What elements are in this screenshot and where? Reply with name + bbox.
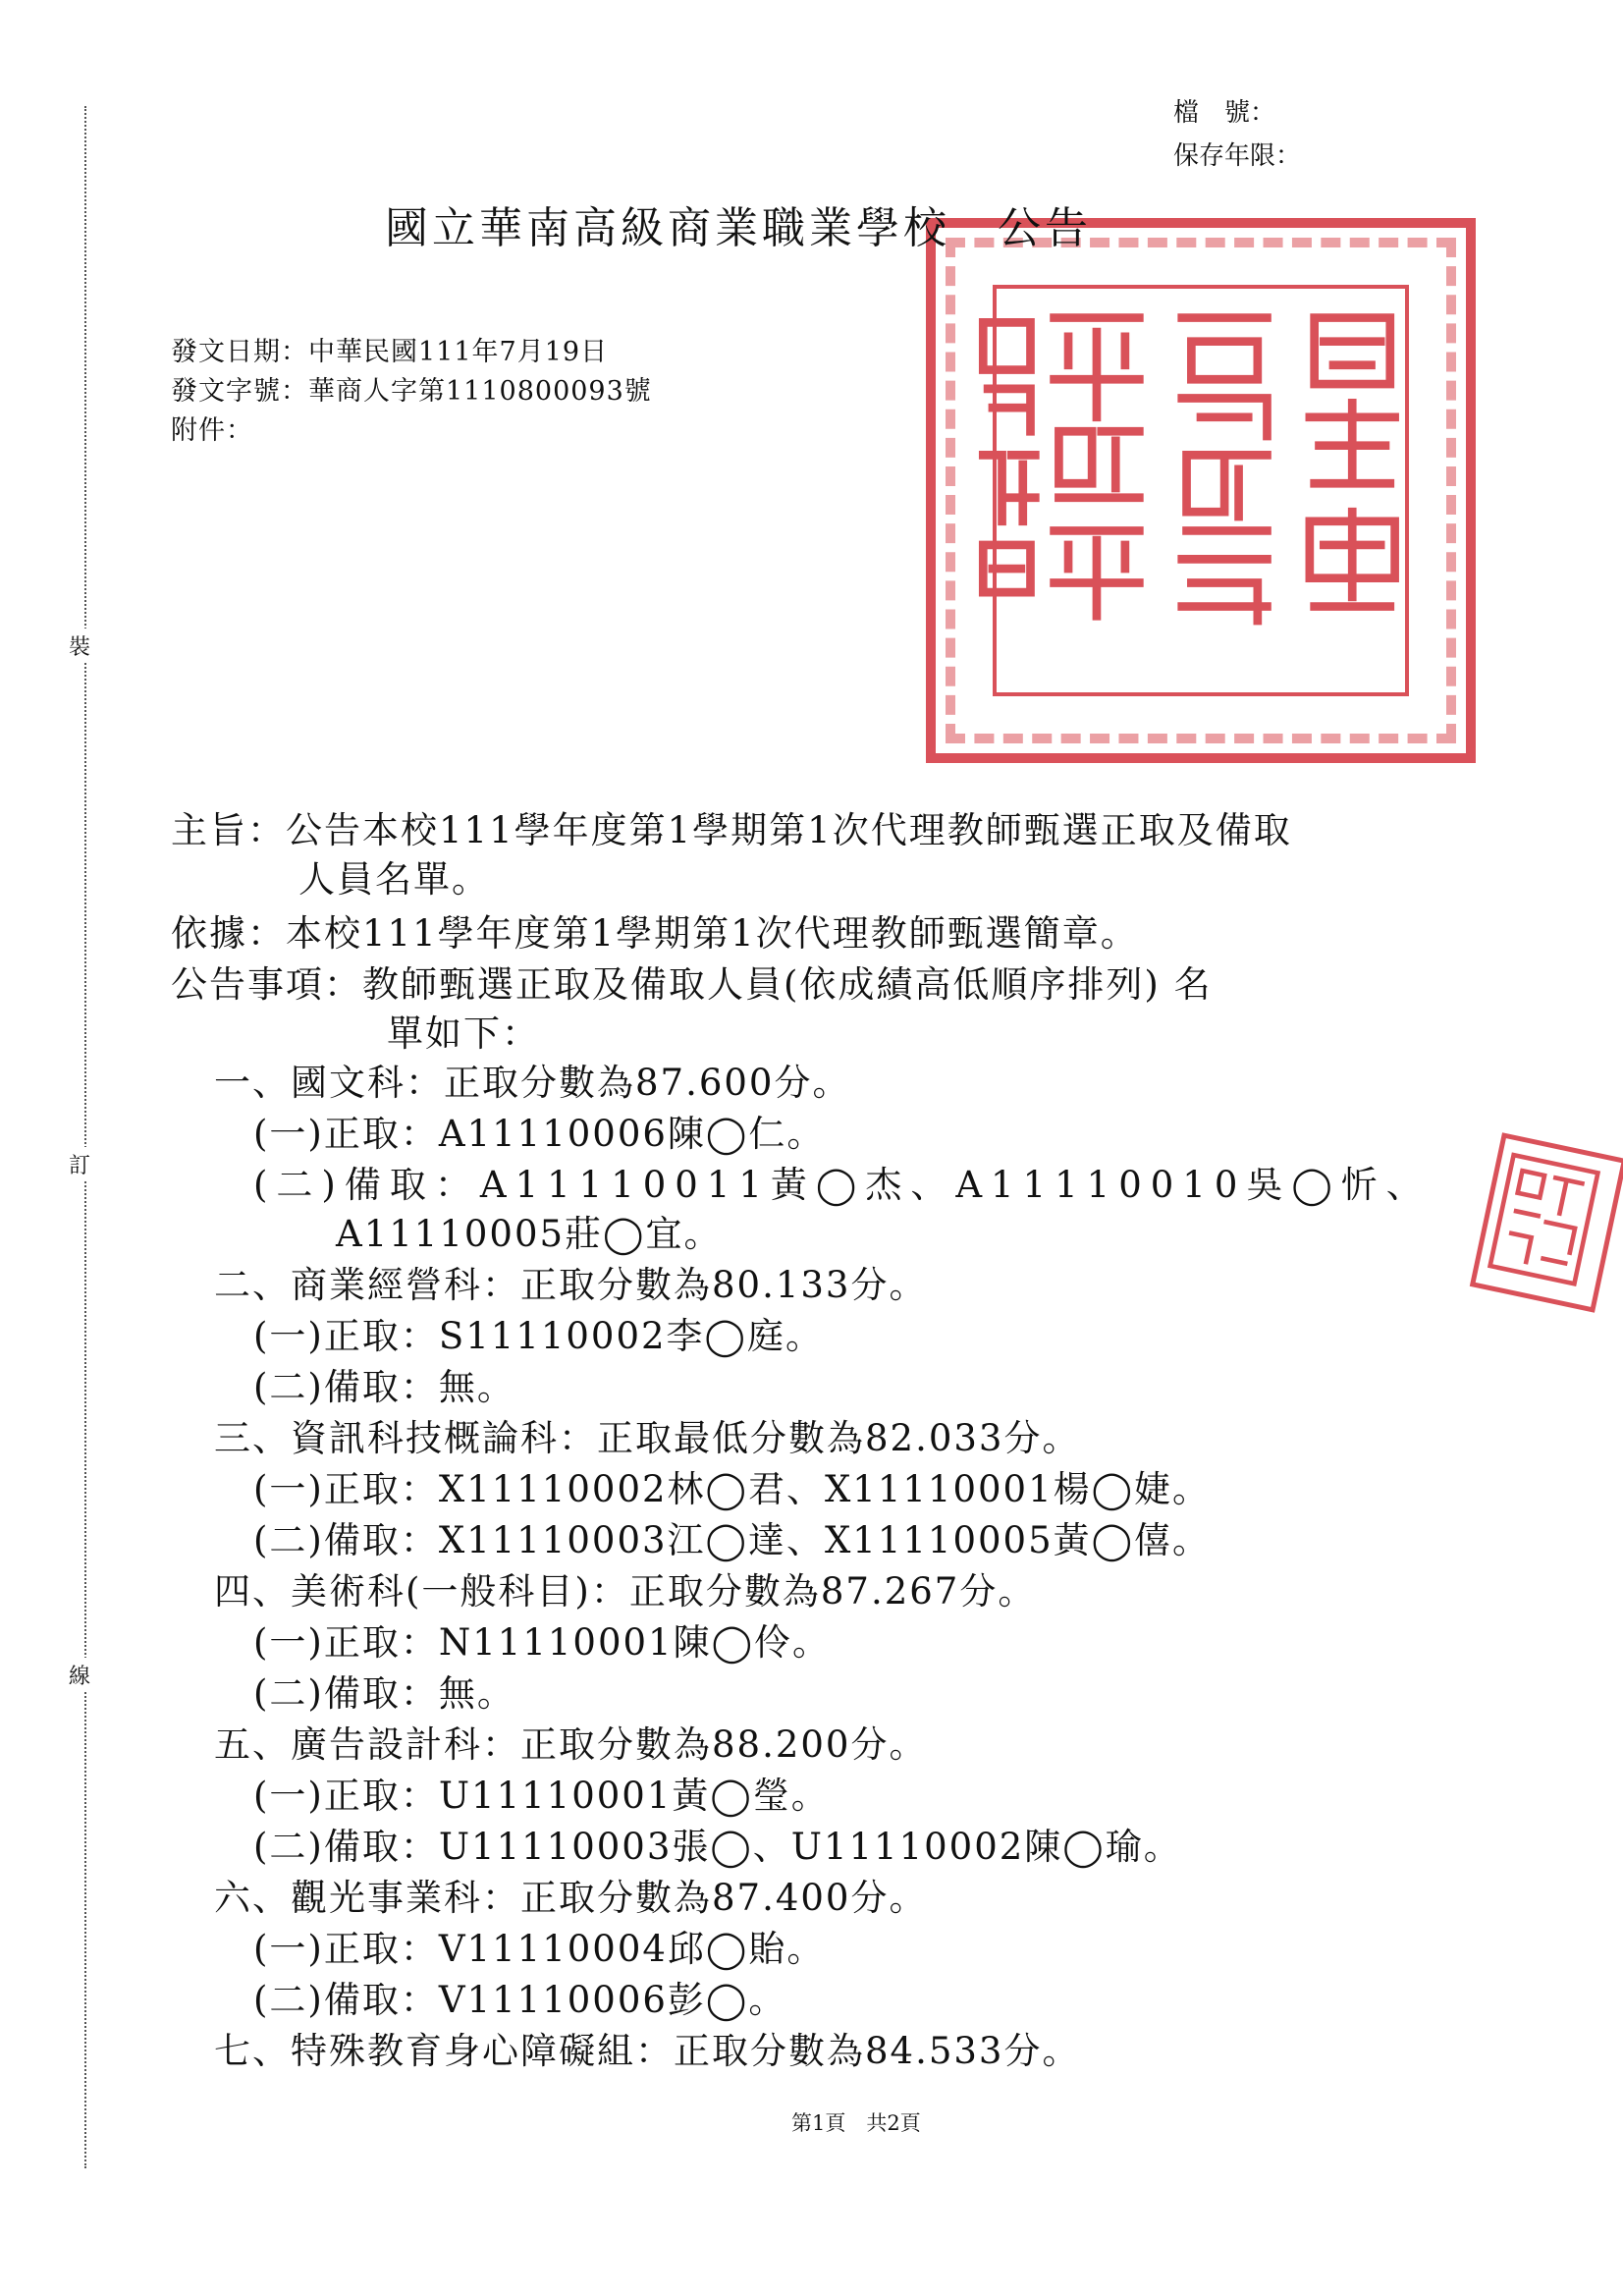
perforation-seal-glyphs: [1476, 1138, 1622, 1307]
notice-line-1: 公告事項：教師甄選正取及備取人員(依成績高低順序排列) 名: [171, 963, 1213, 1006]
binding-mark-ding: 訂: [69, 1147, 90, 1181]
item-heading: 五、廣告設計科：正取分數為88.200分。: [214, 1723, 928, 1766]
page-number: 第1頁 共2頁: [791, 2111, 921, 2135]
item-line: (二)備取：無。: [253, 1672, 515, 1715]
notice-line-2: 單如下：: [387, 1012, 540, 1055]
item-line: (二)備取：無。: [253, 1366, 515, 1408]
page-title: 國立華南高級商業職業學校 公告: [385, 203, 1092, 253]
retention-label: 保存年限：: [1173, 141, 1302, 171]
issue-date: 發文日期：中華民國111年7月19日: [171, 337, 609, 367]
item-heading: 一、國文科：正取分數為87.600分。: [214, 1062, 851, 1104]
item-line: (一)正取：A11110006陳◯仁。: [253, 1113, 826, 1155]
perforation-seal: [1470, 1132, 1623, 1313]
subject-line-2: 人員名單。: [298, 858, 490, 901]
item-line: (一)正取：S11110002李◯庭。: [253, 1315, 824, 1357]
item-line: (二)備取：U11110003張◯、U11110002陳◯瑜。: [253, 1826, 1182, 1868]
item-heading: 七、特殊教育身心障礙組：正取分數為84.533分。: [214, 2030, 1081, 2072]
item-heading: 三、資訊科技概論科：正取最低分數為82.033分。: [214, 1417, 1081, 1459]
item-line: (一)正取：U11110001黃◯瑩。: [253, 1775, 830, 1817]
item-heading: 四、美術科(一般科目)：正取分數為87.267分。: [214, 1570, 1037, 1613]
subject-line-1: 主旨：公告本校111學年度第1學期第1次代理教師甄選正取及備取: [171, 809, 1292, 851]
attachment-label: 附件：: [171, 415, 253, 446]
document-number: 發文字號：華商人字第1110800093號: [171, 376, 652, 407]
binding-line: [84, 106, 86, 2168]
item-heading: 二、商業經營科：正取分數為80.133分。: [214, 1264, 928, 1306]
item-line: (二)備取：A11110011黃◯杰、A11110010吳◯忻、: [253, 1164, 1432, 1206]
seal-glyphs: [936, 228, 1466, 753]
item-line: (二)備取：V11110006彭◯。: [253, 1979, 787, 2021]
basis-line: 依據：本校111學年度第1學期第1次代理教師甄選簡章。: [171, 912, 1139, 955]
binding-mark-xian: 線: [69, 1658, 90, 1692]
item-line: (一)正取：X11110002林◯君、X11110001楊◯婕。: [253, 1468, 1212, 1510]
item-line: (一)正取：N11110001陳◯伶。: [253, 1621, 831, 1664]
official-seal: [926, 218, 1476, 763]
binding-mark-zhuang: 裝: [69, 629, 90, 663]
item-line: (一)正取：V11110004邱◯貽。: [253, 1928, 826, 1970]
file-number-label: 檔 號：: [1173, 98, 1276, 128]
item-heading: 六、觀光事業科：正取分數為87.400分。: [214, 1877, 928, 1919]
item-line: A11110005莊◯宜。: [336, 1213, 723, 1255]
item-line: (二)備取：X11110003江◯達、X11110005黃◯僖。: [253, 1519, 1212, 1561]
